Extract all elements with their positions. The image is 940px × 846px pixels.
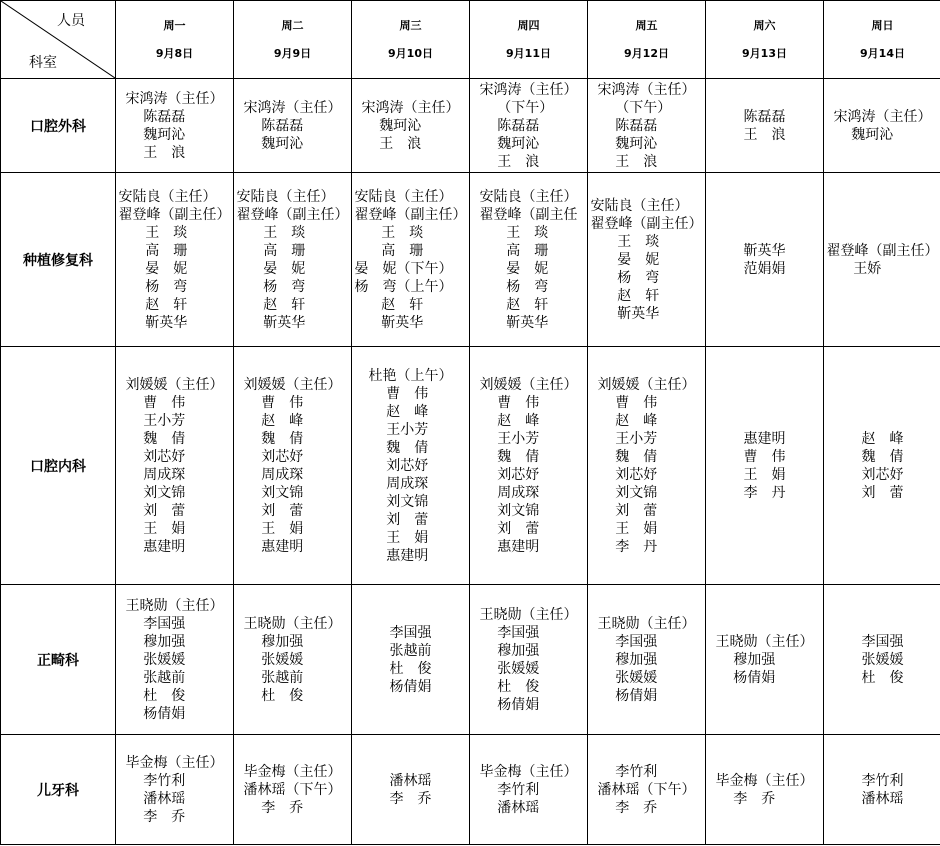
staff-list: 宋鸿涛（主任） 陈磊磊 魏珂沁 xyxy=(243,99,342,152)
schedule-cell-thu xyxy=(470,585,588,735)
schedule-cell-thu xyxy=(470,173,588,347)
schedule-cell-mon xyxy=(116,585,234,735)
day-header-mon xyxy=(116,1,234,79)
schedule-cell-fri xyxy=(588,347,706,585)
day-date: 9月10日 xyxy=(388,46,433,60)
day-name: 周日 xyxy=(871,18,894,32)
staff-list: 宋鸿涛（主任） （下午） 陈磊磊 魏珂沁 王 浪 xyxy=(479,81,578,170)
staff-list: 靳英华 范娟娟 xyxy=(743,242,786,277)
day-name: 周三 xyxy=(399,18,422,32)
day-name: 周一 xyxy=(163,18,186,32)
corner-label-staff: 人员 xyxy=(57,13,85,29)
staff-list: 李竹利 潘林瑶 xyxy=(861,772,904,807)
schedule-cell-wed xyxy=(352,79,470,173)
dept-name: 口腔内科 xyxy=(1,347,116,585)
schedule-cell-thu xyxy=(470,79,588,173)
day-name: 周二 xyxy=(281,18,304,32)
corner-label-department: 科室 xyxy=(29,55,57,71)
staff-list: 赵 峰 魏 倩 刘芯妤 刘 蕾 xyxy=(861,430,904,501)
staff-list: 王晓勋（主任） 穆加强 张媛媛 张越前 杜 俊 xyxy=(243,615,342,704)
day-name: 周五 xyxy=(635,18,658,32)
schedule-cell-fri xyxy=(588,735,706,845)
staff-list: 安陆良（主任） 翟登峰（副主任 王 琰 高 珊 晏 妮 杨 弯 赵 轩 靳英华 xyxy=(479,188,578,331)
day-date: 9月9日 xyxy=(273,46,312,60)
dept-row-oral-surgery xyxy=(1,79,940,173)
schedule-cell-tue xyxy=(234,79,352,173)
staff-list: 安陆良（主任） 翟登峰（副主任） 王 琰 高 珊 晏 妮 杨 弯 赵 轩 靳英华 xyxy=(118,188,231,331)
header-row xyxy=(1,1,940,79)
staff-list: 惠建明 曹 伟 王 娟 李 丹 xyxy=(743,430,786,501)
schedule-cell-tue xyxy=(234,347,352,585)
staff-list: 翟登峰（副主任） 王娇 xyxy=(826,242,939,277)
schedule-cell-thu xyxy=(470,347,588,585)
schedule-cell-sat xyxy=(706,347,824,585)
schedule-cell-sun xyxy=(824,585,940,735)
schedule-cell-wed xyxy=(352,173,470,347)
schedule-cell-wed xyxy=(352,585,470,735)
staff-list: 毕金梅（主任） 潘林瑶（下午） 李 乔 xyxy=(243,763,342,816)
dept-name: 正畸科 xyxy=(1,585,116,735)
staff-list: 宋鸿涛（主任） 魏珂沁 王 浪 xyxy=(361,99,460,152)
schedule-cell-tue xyxy=(234,173,352,347)
staff-list: 毕金梅（主任） 李竹利 潘林瑶 李 乔 xyxy=(125,754,224,825)
schedule-cell-fri xyxy=(588,585,706,735)
staff-list: 安陆良（主任） 翟登峰（副主任） 王 琰 晏 妮 杨 弯 赵 轩 靳英华 xyxy=(590,197,703,322)
schedule-cell-thu xyxy=(470,735,588,845)
dept-row-endodontics xyxy=(1,347,940,585)
dept-name: 儿牙科 xyxy=(1,735,116,845)
staff-list: 陈磊磊 王 浪 xyxy=(743,108,786,143)
schedule-cell-mon xyxy=(116,173,234,347)
schedule-cell-tue xyxy=(234,735,352,845)
schedule-cell-mon xyxy=(116,79,234,173)
schedule-cell-sun xyxy=(824,735,940,845)
staff-list: 杜艳（上午） 曹 伟 赵 峰 王小芳 魏 倩 刘芯妤 周成琛 刘文锦 刘 蕾 王 娟 惠建明 xyxy=(368,367,453,564)
staff-list: 刘媛媛（主任） 曹 伟 王小芳 魏 倩 刘芯妤 周成琛 刘文锦 刘 蕾 王 娟 惠建明 xyxy=(125,376,224,555)
schedule-cell-mon xyxy=(116,735,234,845)
staff-list: 刘媛媛（主任） 曹 伟 赵 峰 王小芳 魏 倩 刘芯妤 刘文锦 刘 蕾 王 娟 李 丹 xyxy=(597,376,696,555)
day-header-wed xyxy=(352,1,470,79)
day-header-thu xyxy=(470,1,588,79)
day-date: 9月13日 xyxy=(742,46,787,60)
schedule-cell-sat xyxy=(706,735,824,845)
dept-row-orthodontics xyxy=(1,585,940,735)
staff-list: 毕金梅（主任） 李竹利 潘林瑶 xyxy=(479,763,578,816)
staff-list: 安陆良（主任） 翟登峰（副主任） 王 琰 高 珊 晏 妮（下午） 杨 弯（上午） 赵 轩 靳英华 xyxy=(354,188,467,331)
staff-list: 毕金梅（主任） 李 乔 xyxy=(715,772,814,807)
day-header-sun xyxy=(824,1,940,79)
schedule-cell-mon xyxy=(116,347,234,585)
staff-list: 王晓勋（主任） 穆加强 杨倩娟 xyxy=(715,633,814,686)
day-header-tue xyxy=(234,1,352,79)
day-header-fri xyxy=(588,1,706,79)
schedule-cell-sun xyxy=(824,79,940,173)
staff-list: 王晓勋（主任） 李国强 穆加强 张媛媛 杨倩娟 xyxy=(597,615,696,704)
schedule-cell-sat xyxy=(706,79,824,173)
staff-list: 王晓勋（主任） 李国强 穆加强 张媛媛 张越前 杜 俊 杨倩娟 xyxy=(125,597,224,722)
schedule-cell-fri xyxy=(588,173,706,347)
staff-list: 潘林瑶 李 乔 xyxy=(389,772,432,807)
dept-name: 种植修复科 xyxy=(1,173,116,347)
staff-list: 王晓勋（主任） 李国强 穆加强 张媛媛 杜 俊 杨倩娟 xyxy=(479,606,578,713)
staff-list: 李国强 张媛媛 杜 俊 xyxy=(861,633,904,686)
schedule-cell-fri xyxy=(588,79,706,173)
day-header-sat xyxy=(706,1,824,79)
day-name: 周六 xyxy=(753,18,776,32)
staff-list: 宋鸿涛（主任） （下午） 陈磊磊 魏珂沁 王 浪 xyxy=(597,81,696,170)
day-date: 9月11日 xyxy=(506,46,551,60)
staff-list: 刘媛媛（主任） 曹 伟 赵 峰 魏 倩 刘芯妤 周成琛 刘文锦 刘 蕾 王 娟 惠建明 xyxy=(243,376,342,555)
day-name: 周四 xyxy=(517,18,540,32)
staff-list: 宋鸿涛（主任） 陈磊磊 魏珂沁 王 浪 xyxy=(125,90,224,161)
schedule-cell-tue xyxy=(234,585,352,735)
schedule-cell-sun xyxy=(824,173,940,347)
schedule-cell-sat xyxy=(706,173,824,347)
staff-list: 刘媛媛（主任） 曹 伟 赵 峰 王小芳 魏 倩 刘芯妤 周成琛 刘文锦 刘 蕾 惠建明 xyxy=(479,376,578,555)
schedule-cell-sat xyxy=(706,585,824,735)
dept-name: 口腔外科 xyxy=(1,79,116,173)
staff-list: 宋鸿涛（主任） 魏珂沁 xyxy=(833,108,932,143)
schedule-cell-wed xyxy=(352,347,470,585)
dept-row-pediatric-dentistry xyxy=(1,735,940,845)
schedule-cell-sun xyxy=(824,347,940,585)
staff-list: 李国强 张越前 杜 俊 杨倩娟 xyxy=(389,624,432,695)
day-date: 9月12日 xyxy=(624,46,669,60)
corner-header-cell xyxy=(1,1,116,79)
schedule-cell-wed xyxy=(352,735,470,845)
dept-row-implant-prosthodontics xyxy=(1,173,940,347)
day-date: 9月8日 xyxy=(155,46,194,60)
staff-list: 安陆良（主任） 翟登峰（副主任） 王 琰 高 珊 晏 妮 杨 弯 赵 轩 靳英华 xyxy=(236,188,349,331)
day-date: 9月14日 xyxy=(860,46,905,60)
staff-list: 李竹利 潘林瑶（下午） 李 乔 xyxy=(597,763,696,816)
